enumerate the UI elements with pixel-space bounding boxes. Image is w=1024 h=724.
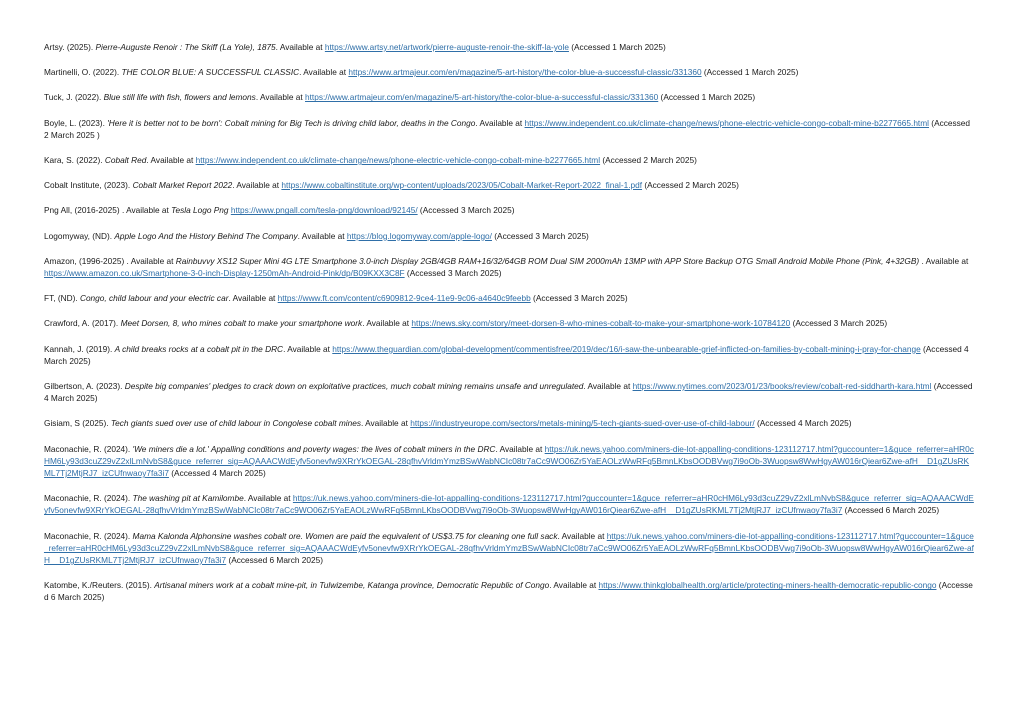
- reference-url-link[interactable]: https://industryeurope.com/sectors/metals-mining/5-tech-giants-sued-over-use-of-child-labour/: [410, 418, 755, 429]
- reference-available-at: . Available at: [299, 67, 349, 78]
- reference-author: Logomyway, (ND).: [44, 230, 115, 241]
- reference-accessed-date: (Accessed 3 March 2025): [530, 293, 628, 304]
- reference-entry: [44, 179, 974, 191]
- reference-available-at: . Available at: [557, 530, 607, 541]
- reference-title: Congo, child labour and your electric car: [79, 293, 229, 304]
- reference-accessed-date: (Accessed 1 March 2025): [568, 42, 666, 52]
- reference-available-at: . Available at: [243, 493, 293, 504]
- reference-accessed-date: (Accessed 4 March 2025): [44, 381, 973, 404]
- reference-url-link[interactable]: https://www.pngall.com/tesla-png/download/92145/: [230, 205, 418, 216]
- reference-available-at: . Available at: [146, 155, 196, 166]
- reference-title: 'We miners die a lot.' Appalling conditions and poverty wages: the lives of cobalt miners in the DRC: [132, 443, 496, 454]
- reference-url-link[interactable]: https://www.theguardian.com/global-development/commentisfree/2019/dec/16/i-saw-the-unbearable-grief-inflicted-on-families-by-cobalt-mining-i-pray-for-change: [332, 343, 921, 354]
- reference-entry: [44, 317, 974, 329]
- reference-accessed-date: (Accessed 4 March 2025): [44, 343, 969, 366]
- reference-url-link[interactable]: https://www.artsy.net/artwork/pierre-auguste-renoir-the-skiff-la-yole: [324, 42, 569, 52]
- reference-accessed-date: (Accessed 1 March 2025): [658, 92, 756, 103]
- reference-url-link[interactable]: https://www.independent.co.uk/climate-change/news/phone-electric-vehicle-congo-cobalt-mine-b2277665.html: [524, 117, 929, 128]
- reference-accessed-date: (Accessed 1 March 2025): [701, 67, 799, 78]
- reference-entry: [44, 66, 974, 78]
- reference-available-at: . Available at: [255, 92, 306, 103]
- reference-entry: [44, 292, 974, 304]
- reference-accessed-date: (Accessed 4 March 2025): [168, 468, 266, 479]
- reference-accessed-date: (Accessed 2 March 2025 ): [44, 117, 971, 140]
- reference-available-at: . Available at: [549, 580, 599, 591]
- reference-accessed-date: (Accessed 3 March 2025): [404, 268, 502, 279]
- reference-accessed-date: (Accessed 6 March 2025): [44, 580, 973, 603]
- reference-accessed-date: (Accessed 4 March 2025): [754, 418, 852, 429]
- reference-author: Boyle, L. (2023).: [44, 117, 108, 128]
- reference-author: Martinelli, O. (2022).: [44, 67, 122, 78]
- reference-available-at: . Available at: [232, 180, 282, 191]
- reference-available-at: . Available at: [495, 443, 545, 454]
- reference-author: Katombe, K./Reuters. (2015).: [44, 580, 155, 591]
- reference-available-at: . Available at: [283, 343, 333, 354]
- reference-entry: [44, 204, 974, 216]
- reference-author: Kannah, J. (2019).: [44, 343, 115, 354]
- reference-entry: [44, 380, 974, 404]
- reference-url-link[interactable]: https://www.independent.co.uk/climate-change/news/phone-electric-vehicle-congo-cobalt-mine-b2277665.html: [195, 155, 601, 166]
- reference-url-link[interactable]: https://www.amazon.co.uk/Smartphone-3-0-inch-Display-1250mAh-Android-Pink/dp/B09KXX3C8F: [44, 268, 405, 279]
- reference-title: Blue still life with fish, flowers and lemons: [103, 92, 256, 103]
- reference-title: Cobalt Red: [104, 155, 147, 166]
- reference-title: 'Here it is better not to be born': Cobalt mining for Big Tech is driving child labor, deaths in the Congo: [107, 117, 476, 128]
- reference-author: Maconachie, R. (2024).: [44, 493, 133, 504]
- reference-accessed-date: (Accessed 3 March 2025): [417, 205, 515, 216]
- reference-available-at: . Available at: [275, 42, 325, 52]
- reference-accessed-date: (Accessed 3 March 2025): [790, 318, 888, 329]
- reference-title: Meet Dorsen, 8, who mines cobalt to make your smartphone work: [120, 318, 363, 329]
- reference-url-link[interactable]: https://www.thinkglobalhealth.org/article/protecting-miners-health-democratic-republic-congo: [598, 580, 937, 591]
- reference-url-link[interactable]: https://www.cobaltinstitute.org/wp-content/uploads/2023/05/Cobalt-Market-Report-2022_final-1.pdf: [281, 180, 643, 191]
- reference-url-link[interactable]: https://uk.news.yahoo.com/miners-die-lot-appalling-conditions-123112717.html?guccounter=1&guce_referrer=aHR0cHM6Ly93d3cuZ29vZ2xlLmNvbS8&guce_referrer_sig=AQAAACWdEyfv5onevfw9XRrYkOEGAL-28qfhvVrldmYmzBSwWabNCIc08tr7aCc9WO06Zr5YaEAOLzWwRFq5BmnLKbsOODBVwg7i9oOb-3Wuopsw8WwHgyAW016rQiear6Zwe-afH__D1gZUsRKML7Tj2MtjRJ7_izCUfnwaoy7fa3i7: [44, 493, 974, 516]
- reference-author: Kara, S. (2022).: [44, 155, 105, 166]
- reference-entry: [44, 579, 974, 603]
- reference-accessed-date: (Accessed 6 March 2025): [842, 505, 940, 516]
- reference-entry: [44, 530, 974, 567]
- reference-author: Gilbertson, A. (2023).: [44, 381, 125, 392]
- reference-entry: [44, 117, 974, 141]
- reference-title: Tesla Logo Png: [171, 205, 229, 216]
- reference-author: Crawford, A. (2017).: [44, 318, 121, 329]
- reference-url-link[interactable]: https://blog.logomyway.com/apple-logo/: [346, 230, 492, 241]
- reference-available-at: . Available at: [228, 293, 278, 304]
- reference-author: Maconachie, R. (2024).: [44, 443, 133, 454]
- reference-author: Png All, (2016-2025) . Available at: [44, 205, 172, 216]
- reference-author: Artsy. (2025).: [44, 42, 96, 52]
- reference-accessed-date: (Accessed 2 March 2025): [642, 180, 739, 191]
- reference-url-link[interactable]: https://www.artmajeur.com/en/magazine/5-art-history/the-color-blue-a-successful-classic/331360: [348, 67, 702, 78]
- reference-available-at: . Available at: [919, 255, 969, 266]
- reference-entry: [44, 417, 974, 429]
- reference-entry: [44, 230, 974, 242]
- reference-title: THE COLOR BLUE: A SUCCESSFUL CLASSIC: [121, 67, 300, 78]
- reference-title: Cobalt Market Report 2022: [132, 180, 233, 191]
- reference-title: Tech giants sued over use of child labour in Congolese cobalt mines: [110, 418, 361, 429]
- reference-entry: [44, 443, 974, 480]
- reference-title: Mama Kalonda Alphonsine washes cobalt ore. Women are paid the equivalent of US$3.75 for cleaning one full sack: [132, 530, 558, 541]
- reference-title: Pierre-Auguste Renoir : The Skiff (La Yole), 1875: [95, 42, 276, 52]
- reference-entry: [44, 255, 974, 279]
- reference-author: FT, (ND).: [44, 293, 80, 304]
- reference-author: Gisiam, S (2025).: [44, 418, 111, 429]
- reference-entry: [44, 154, 974, 166]
- reference-title: Rainbuvvy XS12 Super Mini 4G LTE Smartphone 3.0-inch Display 2GB/4GB RAM+16/32/64GB ROM Dual SIM 2000mAh 13MP with APP Store Backup OTG Small Android Mobile Phone (Pink, 4+32GB): [175, 255, 920, 266]
- reference-available-at: . Available at: [297, 230, 347, 241]
- reference-accessed-date: (Accessed 3 March 2025): [491, 230, 589, 241]
- reference-title: Artisanal miners work at a cobalt mine-pit, in Tulwizembe, Katanga province, Democratic Republic of Congo: [154, 580, 550, 591]
- reference-title: A child breaks rocks at a cobalt pit in the DRC: [114, 343, 284, 354]
- reference-entry: [44, 41, 974, 53]
- reference-title: Apple Logo And the History Behind The Company: [114, 230, 298, 241]
- reference-url-link[interactable]: https://www.nytimes.com/2023/01/23/books/review/cobalt-red-siddharth-kara.html: [632, 381, 932, 392]
- reference-available-at: . Available at: [583, 381, 633, 392]
- reference-url-link[interactable]: https://uk.news.yahoo.com/miners-die-lot-appalling-conditions-123112717.html?guccounter=1&guce_referrer=aHR0cHM6Ly93d3cuZ29vZ2xlLmNvbS8&guce_referrer_sig=AQAAACWdEyfv5onevfw9XRrYkOEGAL-28qfhvVrldmYmzBSwWabNCIc08tr7aCc9WO06Zr5YaEAOLzWwRFq5BmnLKbsOODBVwg7i9oOb-3Wuopsw8WwHgyAW016rQiear6Zwe-afH__D1gZUsRKML7Tj2MtjRJ7_izCUfnwaoy7fa3i7: [44, 443, 974, 479]
- reference-available-at: . Available at: [362, 318, 412, 329]
- reference-entry: [44, 91, 974, 103]
- reference-url-link[interactable]: https://news.sky.com/story/meet-dorsen-8-who-mines-cobalt-to-make-your-smartphone-work-10784120: [411, 318, 791, 329]
- reference-available-at: . Available at: [475, 117, 525, 128]
- reference-entry: [44, 492, 974, 516]
- reference-author: Cobalt Institute, (2023).: [44, 180, 133, 191]
- reference-accessed-date: (Accessed 6 March 2025): [226, 555, 323, 566]
- reference-accessed-date: (Accessed 2 March 2025): [600, 155, 697, 166]
- reference-title: Despite big companies' pledges to crack down on exploitative practices, much cobalt mining remains unsafe and unregulated: [124, 381, 584, 392]
- reference-url-link[interactable]: https://uk.news.yahoo.com/miners-die-lot-appalling-conditions-123112717.html?guccounter=1&guce_referrer=aHR0cHM6Ly93d3cuZ29vZ2xlLmNvbS8&guce_referrer_sig=AQAAACWdEyfv5onevfw9XRrYkOEGAL-28qfhvVrldmYmzBSwWabNCIc08tr7aCc9WO06Zr5YaEAOLzWwRFq5BmnLKbsOODBVwg7i9oOb-3Wuopsw8WwHgyAW016rQiear6Zwe-afH__D1gZUsRKML7Tj2MtjRJ7_izCUfnwaoy7fa3i7: [44, 530, 974, 566]
- reference-author: Amazon, (1996-2025) . Available at: [44, 255, 176, 266]
- reference-entry: [44, 343, 974, 367]
- reference-url-link[interactable]: https://www.ft.com/content/c6909812-9ce4-11e9-9c06-a4640c9feebb: [277, 293, 531, 304]
- reference-title: The washing pit at Kamilombe: [132, 493, 244, 504]
- reference-author: Maconachie, R. (2024).: [44, 530, 133, 541]
- reference-author: Tuck, J. (2022).: [44, 92, 104, 103]
- reference-available-at: . Available at: [361, 418, 411, 429]
- reference-url-link[interactable]: https://www.artmajeur.com/en/magazine/5-art-history/the-color-blue-a-successful-classic/331360: [305, 92, 659, 103]
